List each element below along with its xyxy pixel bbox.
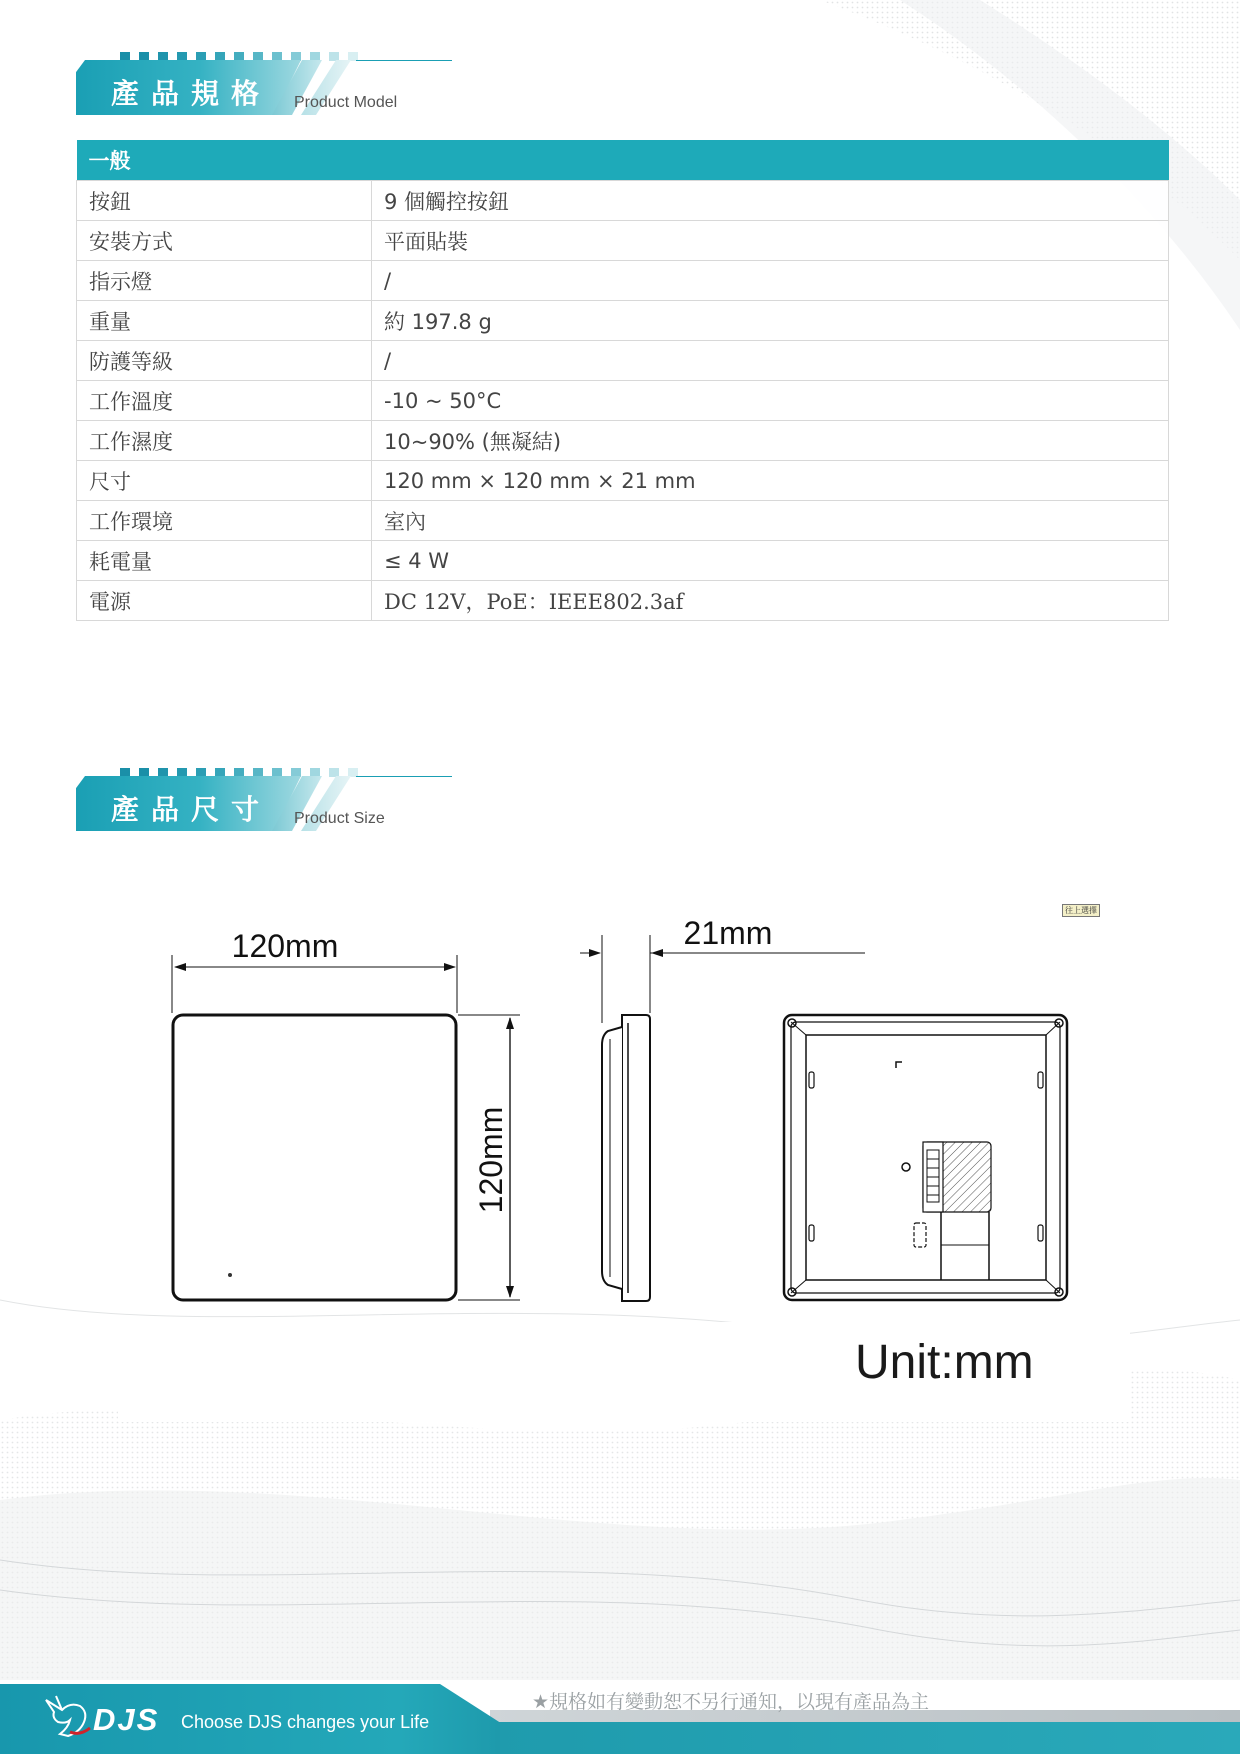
back-view xyxy=(784,1015,1067,1300)
footer-notice: ★規格如有變動恕不另行通知，以現有產品為主 xyxy=(532,1691,930,1713)
table-row xyxy=(77,261,1169,301)
section-subtitle: Product Model xyxy=(294,94,398,111)
depth-dimension-label: 21mm xyxy=(683,915,773,951)
spec-table-header: 一般 xyxy=(77,140,1169,181)
spec-key: 尺寸 xyxy=(77,461,372,501)
spec-key: 工作濕度 xyxy=(77,421,372,461)
section-title: 產品規格 xyxy=(111,77,272,110)
footer-tagline: Choose DJS changes your Life xyxy=(181,1712,430,1732)
footer xyxy=(0,1680,1240,1754)
spec-key: 工作溫度 xyxy=(77,381,372,421)
spec-key: 耗電量 xyxy=(77,541,372,581)
size-section-header xyxy=(76,762,456,832)
spec-key: 重量 xyxy=(77,301,372,341)
spec-value: 10~90% (無凝結) xyxy=(372,421,1169,461)
table-row xyxy=(77,181,1169,221)
brand-logo-text: DJS xyxy=(93,1702,160,1737)
spec-table xyxy=(76,140,1169,621)
table-row xyxy=(77,501,1169,541)
section-subtitle: Product Size xyxy=(294,810,385,827)
header-dots-decoration xyxy=(120,762,367,771)
spec-value: ≤ 4 W xyxy=(372,541,1169,581)
spec-value: 9 個觸控按鈕 xyxy=(372,181,1169,221)
table-row xyxy=(77,421,1169,461)
spec-value: 120 mm × 120 mm × 21 mm xyxy=(372,461,1169,501)
table-row xyxy=(77,541,1169,581)
table-row xyxy=(77,301,1169,341)
spec-key: 防護等級 xyxy=(77,341,372,381)
stamp-label: 往上選擇 xyxy=(1062,904,1100,917)
spec-value: / xyxy=(372,341,1169,381)
table-row xyxy=(77,381,1169,421)
spec-value: / xyxy=(372,261,1169,301)
table-row xyxy=(77,461,1169,501)
spec-value: 平面貼裝 xyxy=(372,221,1169,261)
width-dimension-label: 120mm xyxy=(231,928,339,964)
footer-band-right xyxy=(440,1722,1240,1754)
table-row xyxy=(77,341,1169,381)
header-rule xyxy=(356,776,452,777)
height-dimension-label: 120mm xyxy=(473,1106,509,1214)
section-title: 產品尺寸 xyxy=(111,793,272,826)
spec-table-header-row xyxy=(77,140,1169,181)
spec-key: 按鈕 xyxy=(77,181,372,221)
spec-value: 約 197.8 g xyxy=(372,301,1169,341)
unit-label: Unit:mm xyxy=(855,1336,1034,1389)
table-row xyxy=(77,221,1169,261)
spec-value: -10 ~ 50°C xyxy=(372,381,1169,421)
table-row xyxy=(77,581,1169,621)
dimension-drawings xyxy=(150,895,1090,1355)
front-view xyxy=(172,928,520,1300)
spec-key: 指示燈 xyxy=(77,261,372,301)
spec-value: DC 12V，PoE：IEEE802.3af xyxy=(372,581,1169,621)
spec-value: 室內 xyxy=(372,501,1169,541)
header-rule xyxy=(356,60,452,61)
unicorn-logo-icon xyxy=(40,1692,96,1742)
spec-key: 工作環境 xyxy=(77,501,372,541)
spec-section-header xyxy=(76,46,456,116)
spec-key: 安裝方式 xyxy=(77,221,372,261)
header-dots-decoration xyxy=(120,46,367,55)
spec-key: 電源 xyxy=(77,581,372,621)
